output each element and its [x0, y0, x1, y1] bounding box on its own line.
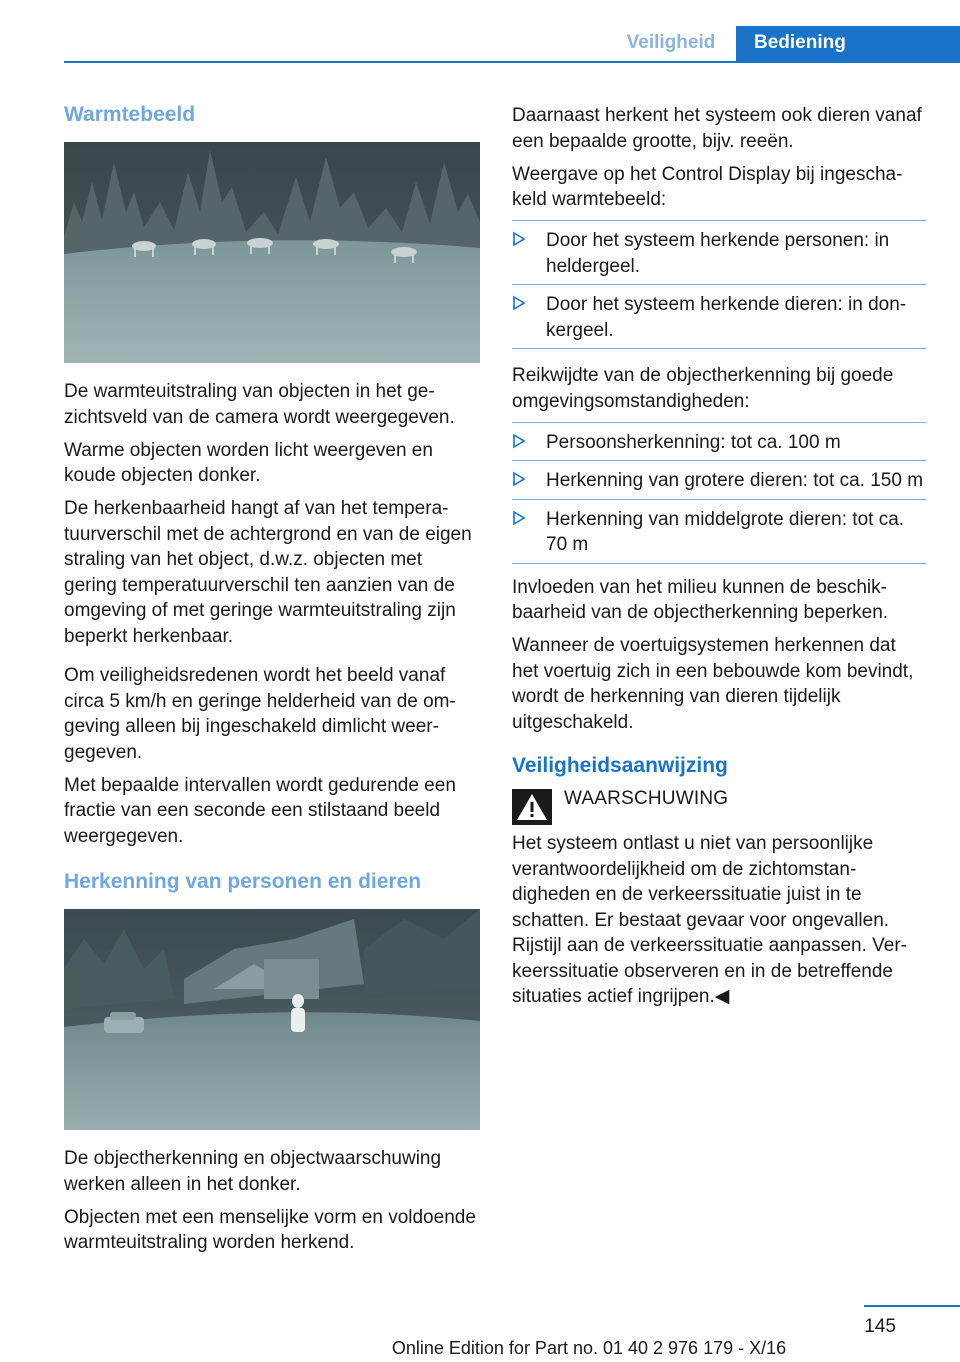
- list-item-text: Persoonsherkenning: tot ca. 100 m: [546, 431, 841, 453]
- list-item: [512, 220, 926, 284]
- paragraph: De objectherkenning en objectwaarschuwing werken alleen in het donker.: [64, 1148, 442, 1195]
- paragraph: Om veiligheidsredenen wordt het beeld vanaf circa 5 km/h en geringe helderheid van de omgeving alleen bij ingeschakeld dimlicht weergegeven.: [64, 665, 456, 763]
- list-item-text: Herkenning van grotere dieren: tot ca. 150 m: [546, 470, 924, 491]
- paragraph: De warmteuitstraling van objecten in het gezichtsveld van de camera wordt weergegeven.: [64, 381, 455, 428]
- list-item: [512, 284, 926, 349]
- paragraph: Objecten met een menselijke vorm en voldoende warmteuitstraling worden herkend.: [64, 1206, 476, 1253]
- paragraph: Met bepaalde intervallen wordt gedurende een fractie van een seconde een stilstaand beeld weergegeven.: [64, 774, 456, 847]
- list-item-text: Herkenning van middelgrote dieren: tot ca. 70 m: [546, 508, 905, 555]
- triangle-bullet-icon: [512, 508, 526, 528]
- paragraph: Warme objecten worden licht weergeven en koude objecten donker.: [64, 439, 433, 486]
- header-section-bediening: Bediening: [736, 26, 960, 62]
- thermal-image-person: [64, 909, 480, 1130]
- page-number: 145: [864, 1316, 896, 1337]
- warning-title: WAARSCHUWING: [564, 788, 729, 809]
- paragraph: Daarnaast herkent het systeem ook dieren vanaf een bepaalde grootte, bijv. reeën.: [512, 105, 922, 152]
- list-item-text: Door het systeem herkende dieren: in donkergeel.: [546, 294, 907, 341]
- list-item-text: Door het systeem herkende personen: in heldergeel.: [546, 230, 890, 277]
- heading-herkenning: Herkenning van personen en dieren: [64, 870, 422, 893]
- warning-block: [512, 785, 926, 831]
- paragraph: Weergave op het Control Display bij ingeschakeld warmtebeeld:: [512, 163, 903, 210]
- left-column: [64, 100, 480, 1263]
- heading-warmtebeeld: Warmtebeeld: [64, 103, 196, 126]
- right-column: [512, 103, 926, 1010]
- list-item: [512, 422, 926, 461]
- heading-veiligheidsaanwijzing: Veiligheidsaanwijzing: [512, 754, 728, 777]
- range-list: [512, 422, 926, 564]
- footer-rule: [864, 1305, 960, 1307]
- triangle-bullet-icon: [512, 293, 526, 313]
- header-section-veiligheid: Veiligheid: [626, 32, 716, 53]
- triangle-bullet-icon: [512, 431, 526, 451]
- list-item: [512, 460, 926, 499]
- paragraph: Invloeden van het milieu kunnen de beschikbaarheid van de objectherkenning beperken.: [512, 576, 889, 623]
- thermal-image-animals: [64, 142, 480, 363]
- triangle-bullet-icon: [512, 229, 526, 249]
- paragraph: De herkenbaarheid hangt af van het temperatuurverschil met de achtergrond en van de eigen straling van het object, d.w.z. objecten met gering temperatuurverschil ten aanzien van de omgeving of met geringe warmteuitstraling zijn beperkt herkenbaar.: [64, 498, 472, 647]
- paragraph: Reikwijdte van de objectherkenning bij goede omgevingsomstandigheden:: [512, 365, 894, 412]
- warning-triangle-icon: [512, 789, 552, 825]
- edition-note: Online Edition for Part no. 01 40 2 976 179 - X/16: [391, 1338, 787, 1358]
- paragraph: Wanneer de voertuigsystemen herkennen dat het voertuig zich in een bebouwde kom bevindt, wordt de herkenning van dieren tijdelijk uitgeschakeld.: [512, 635, 914, 733]
- header-rule: [64, 61, 960, 63]
- list-item: [512, 499, 926, 564]
- display-colors-list: [512, 220, 926, 349]
- triangle-bullet-icon: [512, 469, 526, 489]
- warning-text: Het systeem ontlast u niet van persoonlijke verantwoordelijkheid om de zichtomstandigheden en de verkeerssituatie juist in te schatten. Er bestaat gevaar voor ongevallen. Rijstijl aan de verkeerssituatie aanpassen. Verkeerssituatie observeren en in de betreffende situaties actief ingrijpen.◀: [512, 833, 907, 1007]
